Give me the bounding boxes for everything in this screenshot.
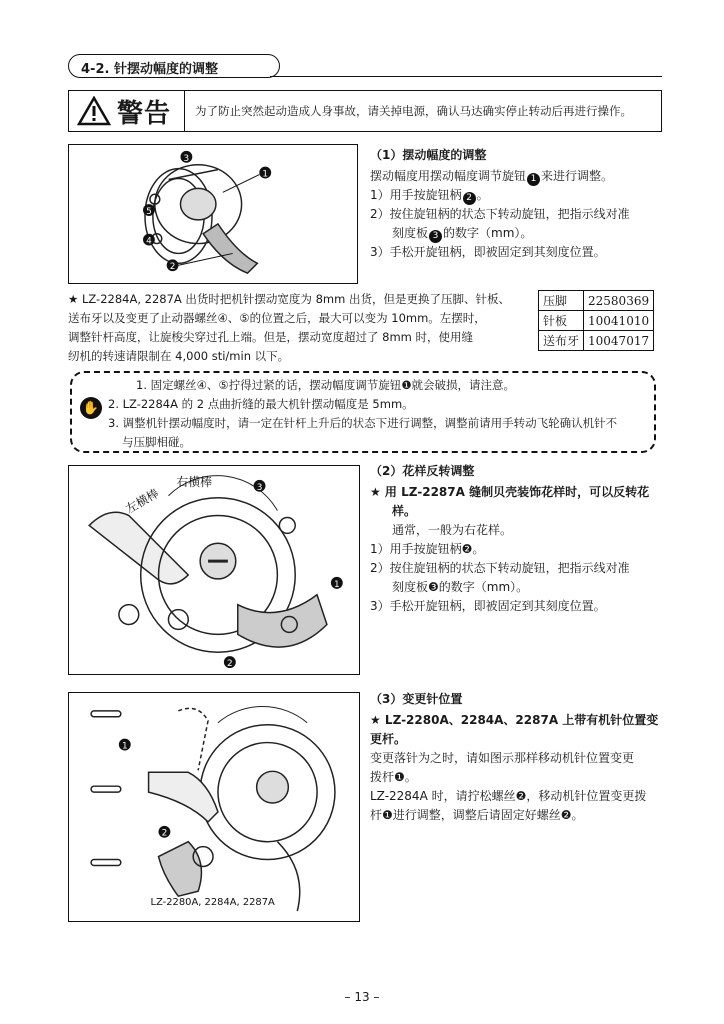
star-note-line: 调整针杆高度，让旋梭尖穿过孔上端。但是，摆动宽度超过了 8mm 时，使用缝 [68,330,474,344]
page-number: – 13 – [344,990,380,1004]
caution-item: 2. LZ-2284A 的 2 点曲折缝的最大机针摆动幅度是 5mm。 [108,397,414,411]
section-2-step-1: 1）用手按旋钮柄❷。 [370,542,485,556]
part-name: 送布牙 [539,331,584,351]
section-2-step-2: 2）按住旋钮柄的状态下转动旋钮，把指示线对准 [370,561,630,575]
section-2-note: 通常，一般为右花样。 [392,523,513,537]
section-2-text [370,462,662,616]
svg-text:2: 2 [227,659,233,670]
svg-text:2: 2 [169,262,176,273]
figure-swing-knob [68,144,358,284]
callout-1 [259,167,271,180]
callout-4 [143,234,155,247]
svg-text:1: 1 [121,741,128,752]
caution-item: 1. 固定螺丝④、⑤拧得过紧的话，摆动幅度调节旋钮❶就会破损，请注意。 [136,378,516,392]
left-bar-label: 左横棒 [123,486,162,517]
section-3-text [370,690,662,825]
section-1-text [370,146,662,262]
callout-2 [224,656,236,669]
section-3-para: 杆❶进行调整，调整后请固定好螺丝❷。 [370,808,584,822]
part-code: 10047017 [584,331,654,351]
section-2-step-3: 3）手松开旋钮柄，即被固定到其刻度位置。 [370,599,606,613]
part-name: 压脚 [539,291,584,311]
section-2-heading: （2）花样反转调整 [370,464,475,478]
svg-text:1: 1 [333,579,340,590]
figure-3-caption: LZ-2280A, 2284A, 2287A [150,897,275,909]
right-bar-label: 右横棒 [176,474,212,489]
caution-item: 3. 调整机针摆动幅度时，请一定在针杆上升后的状态下进行调整，调整前请用手转动飞轮确认机针不 [108,416,618,430]
section-1-step-3: 3）手松开旋钮柄，即被固定到其刻度位置。 [370,245,606,259]
star-note [68,290,528,366]
warning-text: 为了防止突然起动造成人身事故，请关掉电源，确认马达确实停止转动后再进行操作。 [195,104,632,118]
svg-text:3: 3 [183,153,190,164]
hand-caution-icon: ✋ [80,397,102,419]
star-note-line: 纫机的转速请限制在 4,000 sti/min 以下。 [68,349,290,363]
section-1-step-2: 2）按住旋钮柄的状态下转动旋钮，把指示线对准 [370,207,630,221]
callout-2 [167,259,179,272]
section-2-star: ★ 用 LZ-2287A 缝制贝壳装饰花样时，可以反转花 [370,485,650,499]
svg-text:4: 4 [146,236,152,247]
section-1-step-1: 1）用手按旋钮柄 2 。 [370,188,489,203]
section-title: 4-2. 针摆动幅度的调整 [68,54,280,78]
section-3-para: 变更落针为之时，请如图示那样移动机针位置变更 [370,751,635,765]
part-code: 10041010 [584,311,654,331]
section-rule [270,76,662,77]
section-1-step-2-cont: 刻度板 3 的数字（mm）。 [392,226,533,241]
caution-item: 与压脚相碰。 [122,435,191,449]
section-3-heading: （3）变更针位置 [370,692,463,706]
section-3-star: ★ LZ-2280A、2284A、2287A 上带有机针位置变更杆。 [370,713,659,746]
svg-text:1: 1 [262,169,269,180]
table-row [539,331,654,351]
section-3-para: LZ-2284A 时，请拧松螺丝❷，移动机针位置变更拨 [370,789,647,803]
warning-head [69,91,185,131]
part-code: 22580369 [584,291,654,311]
callout-1 [331,577,343,590]
part-name: 针板 [539,311,584,331]
star-note-line: ★ LZ-2284A, 2287A 出货时把机针摆动宽度为 8mm 出货，但是更换了压脚、针板、 [68,292,510,306]
figure-pattern-reverse [68,465,360,675]
section-2-star-cont: 样。 [392,504,417,518]
callout-2 [158,826,170,839]
parts-table [538,290,654,351]
callout-1 [119,739,131,752]
svg-text:3: 3 [256,482,263,493]
section-2-step-2-cont: 刻度板❸的数字（mm）。 [392,580,529,594]
callout-3 [180,151,192,164]
knob-illustration [145,165,257,273]
svg-text:2: 2 [161,828,168,839]
warning-label: 警告 [117,98,172,129]
section-1-intro: 摆动幅度用摆动幅度调节旋钮 1 来进行调整。 [370,169,614,184]
lever-illustration [91,707,335,912]
star-note-line: 送布牙以及变更了止动器螺丝④、⑤的位置之后，最大可以变为 10mm。左摆时， [68,311,486,325]
table-row [539,291,654,311]
caution-box [70,371,656,453]
section-1-heading: （1）摆动幅度的调整 [370,148,487,162]
figure-needle-position [68,692,360,922]
table-row [539,311,654,331]
callout-3 [254,480,266,493]
warning-triangle-icon [77,96,111,126]
section-3-para: 拨杆❶。 [370,770,417,784]
svg-text:5: 5 [146,207,152,217]
warning-box [68,90,662,132]
